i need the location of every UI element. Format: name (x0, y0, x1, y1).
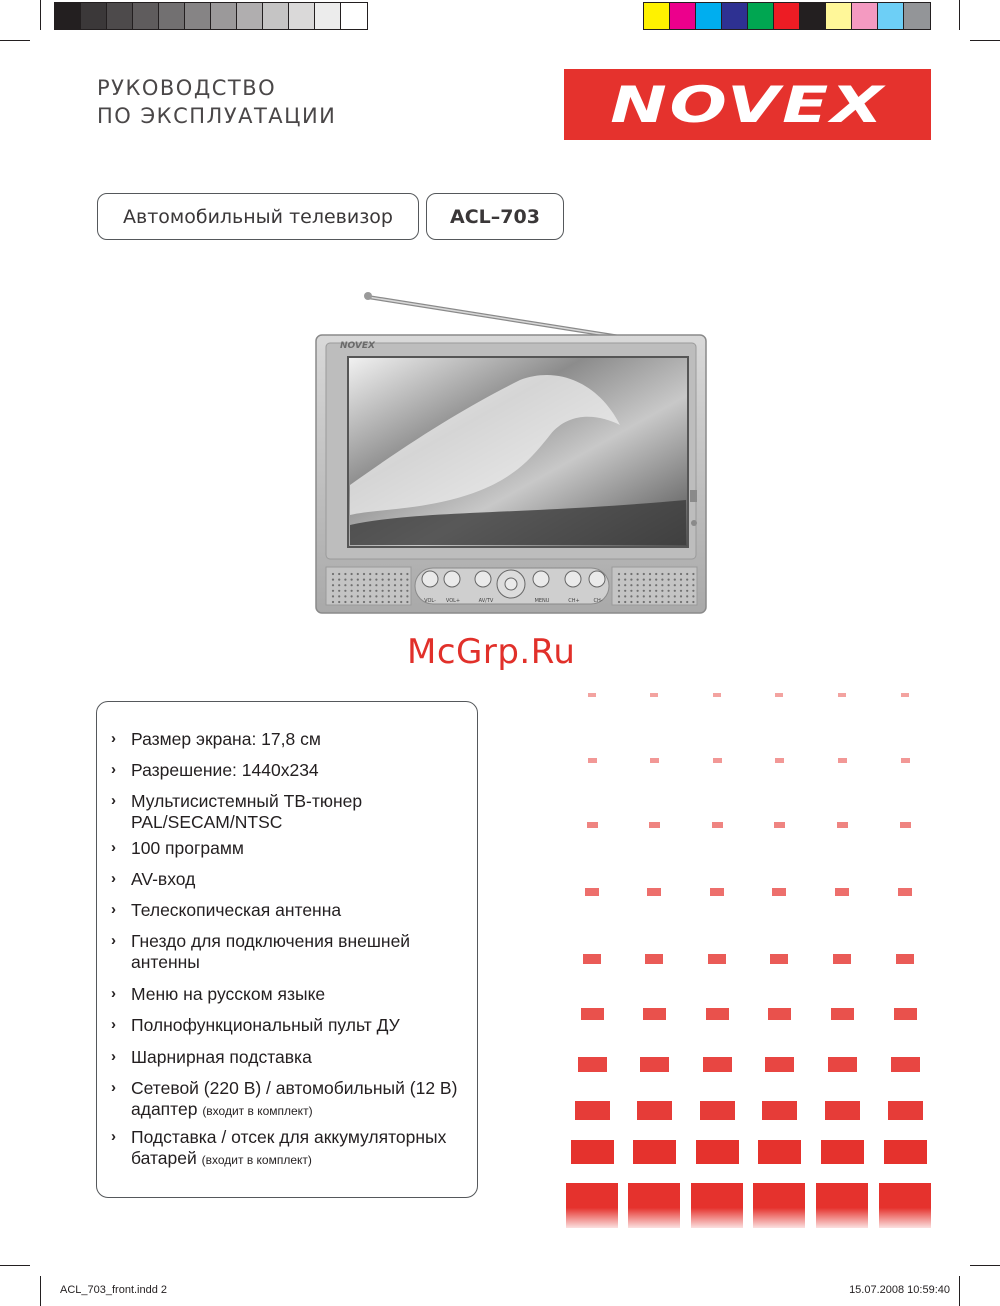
feature-item (111, 1047, 466, 1068)
color-swatch (263, 3, 289, 29)
feature-text (131, 1127, 466, 1170)
feature-text (131, 838, 466, 859)
crop-mark (0, 1265, 30, 1266)
feature-main-text: Разрешение: 1440x234 (131, 760, 319, 780)
feature-main-text: Мультисистемный ТВ-тюнер PAL/SECAM/NTSC (131, 791, 363, 832)
color-swatch (315, 3, 341, 29)
product-type-label (97, 193, 419, 240)
chevron-right-icon: › (111, 839, 116, 856)
watermark: McGrp.Ru (407, 632, 576, 672)
decorative-square (585, 888, 599, 896)
color-swatch (748, 3, 774, 29)
tv-button (475, 571, 491, 587)
feature-item (111, 931, 466, 972)
feature-note: (входит в комплект) (202, 1103, 313, 1118)
feature-text (131, 729, 466, 750)
decorative-square (835, 888, 849, 896)
color-swatch (800, 3, 826, 29)
decorative-square (637, 1101, 672, 1120)
decorative-square (587, 822, 598, 828)
feature-main-text: Шарнирная подставка (131, 1047, 312, 1067)
decorative-square (831, 1008, 854, 1020)
decorative-square (884, 1140, 927, 1164)
feature-main-text: Полнофункциональный пульт ДУ (131, 1015, 400, 1035)
decorative-square (898, 888, 912, 896)
decorative-square (588, 693, 596, 697)
chevron-right-icon: › (111, 1048, 116, 1065)
color-swatch (55, 3, 81, 29)
decorative-square (770, 954, 788, 964)
feature-main-text: Подставка / отсек для аккумуляторных батарей (131, 1127, 447, 1168)
decorative-square (900, 822, 911, 828)
color-swatch (644, 3, 670, 29)
decorative-square (837, 822, 848, 828)
chevron-right-icon: › (111, 932, 116, 949)
feature-text (131, 1047, 466, 1068)
tv-button-label: VOL- (424, 598, 436, 604)
decorative-square (762, 1101, 797, 1120)
crop-mark (40, 1276, 41, 1306)
decorative-square (828, 1057, 857, 1072)
feature-item (111, 791, 466, 832)
chevron-right-icon: › (111, 730, 116, 747)
color-swatch (341, 3, 367, 29)
tv-button-label: CH- (593, 598, 603, 604)
color-swatch (852, 3, 878, 29)
color-swatch (133, 3, 159, 29)
decorative-square (649, 822, 660, 828)
decorative-square (713, 758, 722, 763)
decorative-square (753, 1183, 805, 1228)
feature-item (111, 1015, 466, 1036)
decorative-square (879, 1183, 931, 1228)
product-type-text: Автомобильный телевизор (123, 205, 393, 228)
feature-item (111, 1078, 466, 1121)
decorative-square (772, 888, 786, 896)
color-swatch (878, 3, 904, 29)
tv-button (422, 571, 438, 587)
feature-text (131, 1078, 466, 1121)
color-swatch (159, 3, 185, 29)
chevron-right-icon: › (111, 985, 116, 1002)
decorative-square (768, 1008, 791, 1020)
feature-item (111, 729, 466, 750)
tv-button-label: VOL+ (445, 598, 461, 604)
gray-calibration-bar (54, 2, 368, 30)
crop-mark (959, 1276, 960, 1306)
feature-item (111, 1127, 466, 1170)
feature-item (111, 900, 466, 921)
model-label (426, 193, 564, 240)
decorative-square (581, 1008, 604, 1020)
decorative-square (888, 1101, 923, 1120)
crop-mark (0, 40, 30, 41)
decorative-square (774, 822, 785, 828)
decorative-square (696, 1140, 739, 1164)
feature-main-text: AV-вход (131, 869, 196, 889)
feature-text (131, 1015, 466, 1036)
decorative-square (712, 822, 723, 828)
color-swatch (185, 3, 211, 29)
tv-button-label: CH+ (568, 598, 580, 604)
feature-main-text: 100 программ (131, 838, 244, 858)
chevron-right-icon: › (111, 1128, 116, 1145)
decorative-square (578, 1057, 607, 1072)
crop-mark (970, 1265, 1000, 1266)
decorative-square (588, 758, 597, 763)
decorative-square (647, 888, 661, 896)
novex-logo (564, 69, 931, 140)
decorative-square (708, 954, 726, 964)
decorative-square (713, 693, 721, 697)
decorative-square (894, 1008, 917, 1020)
title-line-2: ПО ЭКСПЛУАТАЦИИ (97, 104, 337, 128)
decorative-square (571, 1140, 614, 1164)
decorative-square (645, 954, 663, 964)
decorative-square (650, 758, 659, 763)
feature-text (131, 931, 466, 972)
decorative-square (633, 1140, 676, 1164)
decorative-square (896, 954, 914, 964)
decorative-square (816, 1183, 868, 1228)
chevron-right-icon: › (111, 1016, 116, 1033)
tv-button (565, 571, 581, 587)
footer-file: ACL_703_front.indd 2 (60, 1284, 168, 1296)
color-swatch (826, 3, 852, 29)
footer-date: 15.07.2008 10:59:40 (849, 1284, 950, 1296)
feature-text (131, 791, 466, 832)
color-swatch (722, 3, 748, 29)
color-swatch (289, 3, 315, 29)
tv-illustration (300, 285, 720, 620)
feature-main-text: Сетевой (220 В) / автомобильный (12 В) адаптер (131, 1078, 458, 1119)
color-swatch (81, 3, 107, 29)
feature-text (131, 869, 466, 890)
chevron-right-icon: › (111, 901, 116, 918)
feature-main-text: Размер экрана: 17,8 см (131, 729, 321, 749)
color-swatch (237, 3, 263, 29)
decorative-square (650, 693, 658, 697)
decorative-square (765, 1057, 794, 1072)
feature-main-text: Телескопическая антенна (131, 900, 342, 920)
page-title (97, 74, 336, 130)
crop-mark (959, 0, 960, 30)
decorative-square (825, 1101, 860, 1120)
feature-main-text: Меню на русском языке (131, 984, 326, 1004)
feature-text (131, 984, 466, 1005)
decorative-square (838, 758, 847, 763)
color-calibration-bar (643, 2, 931, 30)
decorative-square (643, 1008, 666, 1020)
decorative-square-grid (560, 680, 940, 1240)
decorative-square (838, 693, 846, 697)
decorative-square (775, 758, 784, 763)
crop-mark (40, 0, 41, 30)
feature-note: (входит в комплект) (201, 1152, 312, 1167)
feature-text (131, 900, 466, 921)
decorative-square (901, 693, 909, 697)
chevron-right-icon: › (111, 761, 116, 778)
model-text: ACL–703 (450, 205, 540, 228)
tv-button-label: AV/TV (478, 598, 494, 604)
crop-mark (970, 40, 1000, 41)
decorative-square (706, 1008, 729, 1020)
tv-button (533, 571, 549, 587)
decorative-square (833, 954, 851, 964)
logo-text: NOVEX (609, 75, 886, 134)
decorative-square (710, 888, 724, 896)
decorative-square (691, 1183, 743, 1228)
chevron-right-icon: › (111, 1079, 116, 1096)
feature-text (131, 760, 466, 781)
chevron-right-icon: › (111, 870, 116, 887)
chevron-right-icon: › (111, 792, 116, 809)
decorative-square (583, 954, 601, 964)
decorative-square (901, 758, 910, 763)
title-line-1: РУКОВОДСТВО (97, 76, 277, 100)
decorative-square (891, 1057, 920, 1072)
feature-item (111, 869, 466, 890)
color-swatch (696, 3, 722, 29)
decorative-square (758, 1140, 801, 1164)
tv-button (444, 571, 460, 587)
features-box (96, 701, 478, 1198)
feature-item (111, 760, 466, 781)
decorative-square (628, 1183, 680, 1228)
decorative-square (775, 693, 783, 697)
tv-button-label: MENU (534, 598, 550, 604)
tv-button (589, 571, 605, 587)
feature-item (111, 984, 466, 1005)
feature-main-text: Гнездо для подключения внешней антенны (131, 931, 411, 972)
decorative-square (640, 1057, 669, 1072)
feature-item (111, 838, 466, 859)
color-swatch (904, 3, 930, 29)
color-swatch (107, 3, 133, 29)
decorative-square (700, 1101, 735, 1120)
color-swatch (670, 3, 696, 29)
decorative-square (821, 1140, 864, 1164)
color-swatch (774, 3, 800, 29)
decorative-square (703, 1057, 732, 1072)
tv-brand: NOVEX (340, 341, 375, 351)
decorative-square (575, 1101, 610, 1120)
color-swatch (211, 3, 237, 29)
decorative-square (566, 1183, 618, 1228)
